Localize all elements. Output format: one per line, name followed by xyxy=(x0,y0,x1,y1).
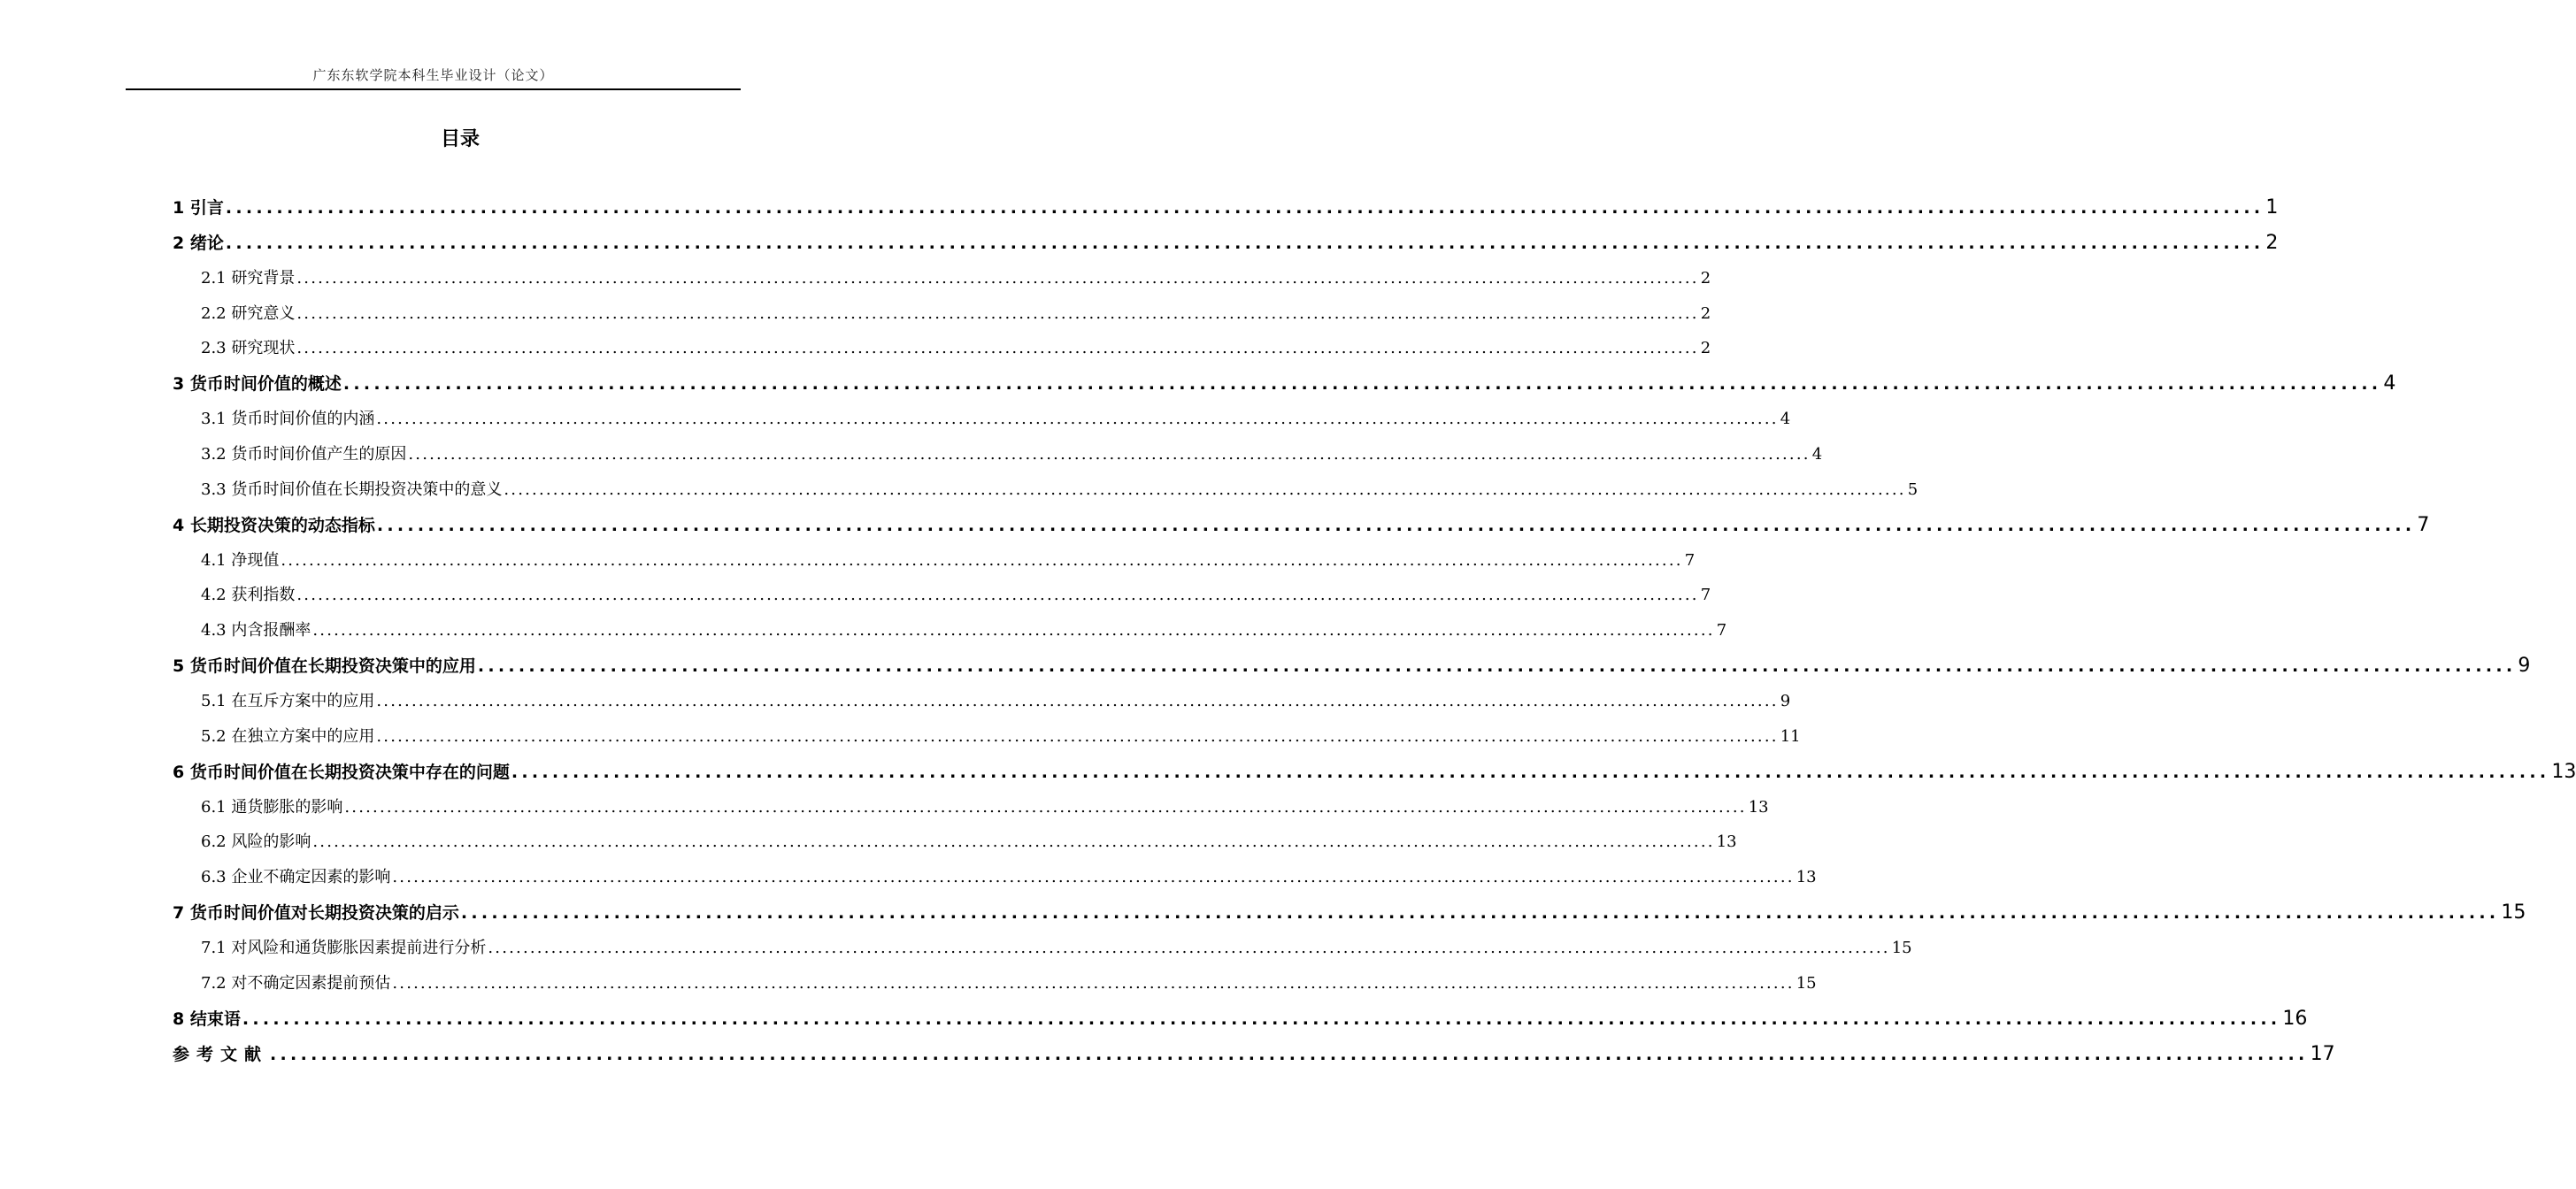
toc-entry-label: 3.1 货币时间价值的内涵 xyxy=(201,410,375,429)
toc-entry-label: 8 结束语 xyxy=(173,1009,241,1029)
toc-entry[interactable] xyxy=(173,618,1727,653)
toc-entry[interactable] xyxy=(173,829,1737,864)
toc-entry-page: 9 xyxy=(1780,692,1791,711)
toc-entry-page: 5 xyxy=(1907,479,1919,499)
toc-entry-page: 13 xyxy=(1716,832,1737,852)
toc-entry-page: 7 xyxy=(1684,550,1696,570)
toc-entry-label: 2.1 研究背景 xyxy=(201,268,296,288)
toc-leader-dots: ........................................................................................................................................................................................................ xyxy=(296,268,1699,288)
toc-leader-dots: ........................................................................................................................................................................................................ xyxy=(225,198,2265,218)
toc-entry-page: 4 xyxy=(2383,372,2396,395)
toc-leader-dots: ........................................................................................................................................................................................................ xyxy=(376,692,1779,711)
toc-entry-label: 4.3 内含报酬率 xyxy=(201,621,311,641)
toc-leader-dots: ........................................................................................................................................................................................................ xyxy=(504,479,1906,499)
toc-entry-label: 7.2 对不确定因素提前预估 xyxy=(201,973,391,993)
toc-entry[interactable] xyxy=(173,548,1696,583)
toc-entry-label: 2.3 研究现状 xyxy=(201,339,296,358)
toc-entry-page: 2 xyxy=(1700,339,1711,358)
toc-title: 目录 xyxy=(440,128,480,150)
toc-entry-label: 4.1 净现值 xyxy=(201,550,280,570)
toc-entry[interactable] xyxy=(173,1006,2308,1041)
toc-entry-label: 7 货币时间价值对长期投资决策的启示 xyxy=(173,903,459,924)
toc-entry[interactable] xyxy=(173,335,1711,371)
toc-entry[interactable] xyxy=(173,724,1801,759)
toc-entry-page: 4 xyxy=(1780,410,1791,429)
toc-leader-dots: ........................................................................................................................................................................................................ xyxy=(511,762,2550,782)
toc-entry[interactable] xyxy=(173,230,2279,265)
toc-entry-label: 3.3 货币时间价值在长期投资决策中的意义 xyxy=(201,479,503,499)
toc-entry-label: 6 货币时间价值在长期投资决策中存在的问题 xyxy=(173,762,510,782)
toc-entry-label: 参考文献 xyxy=(173,1044,269,1064)
toc-leader-dots: ........................................................................................................................................................................................................ xyxy=(342,374,2382,395)
toc-entry-page: 7 xyxy=(1716,621,1727,641)
toc-leader-dots: ........................................................................................................................................................................................................ xyxy=(488,939,1890,958)
toc-leader-dots: ........................................................................................................................................................................................................ xyxy=(242,1009,2281,1029)
toc-leader-dots: ........................................................................................................................................................................................................ xyxy=(281,550,1683,570)
toc-entry-page: 15 xyxy=(1796,973,1817,993)
toc-leader-dots: ........................................................................................................................................................................................................ xyxy=(270,1044,2309,1064)
toc-entry[interactable] xyxy=(173,970,1817,1006)
toc-entry-page: 2 xyxy=(2265,231,2279,254)
toc-entry-label: 1 引言 xyxy=(173,198,224,218)
toc-entry[interactable] xyxy=(173,935,1912,970)
toc-entry-page: 2 xyxy=(1700,268,1711,288)
toc-entry-label: 3 货币时间价值的概述 xyxy=(173,374,342,395)
toc-leader-dots: ........................................................................................................................................................................................................ xyxy=(296,586,1699,605)
toc-leader-dots: ........................................................................................................................................................................................................ xyxy=(376,726,1779,746)
toc-entry-label: 6.3 企业不确定因素的影响 xyxy=(201,868,391,887)
table-of-contents xyxy=(173,195,2576,1076)
toc-leader-dots: ........................................................................................................................................................................................................ xyxy=(392,868,1795,887)
toc-entry-label: 4 长期投资决策的动态指标 xyxy=(173,515,375,535)
toc-entry-page: 2 xyxy=(1700,303,1711,323)
toc-entry-label: 6.1 通货膨胀的影响 xyxy=(201,797,343,817)
toc-entry-label: 5.1 在互斥方案中的应用 xyxy=(201,692,375,711)
toc-entry[interactable] xyxy=(173,477,1919,512)
toc-entry[interactable] xyxy=(173,265,1711,301)
toc-entry[interactable] xyxy=(173,1041,2335,1077)
toc-leader-dots: ........................................................................................................................................................................................................ xyxy=(460,903,2500,924)
toc-leader-dots: ........................................................................................................................................................................................................ xyxy=(477,656,2517,677)
toc-entry-page: 13 xyxy=(2551,760,2576,783)
toc-entry-page: 7 xyxy=(2417,513,2430,536)
toc-entry-page: 13 xyxy=(1748,797,1769,817)
toc-leader-dots: ........................................................................................................................................................................................................ xyxy=(376,410,1779,429)
toc-entry-page: 17 xyxy=(2310,1042,2335,1065)
toc-entry-page: 11 xyxy=(1780,726,1801,746)
toc-entry[interactable] xyxy=(173,512,2430,548)
toc-entry-page: 15 xyxy=(2501,901,2526,924)
toc-entry[interactable] xyxy=(173,301,1711,336)
toc-entry-page: 7 xyxy=(1700,586,1711,605)
toc-entry[interactable] xyxy=(173,864,1817,900)
toc-leader-dots: ........................................................................................................................................................................................................ xyxy=(408,445,1811,464)
page-header: 广东东软学院本科生毕业设计（论文） xyxy=(312,67,554,83)
toc-entry[interactable] xyxy=(173,406,1791,441)
toc-entry-label: 4.2 获利指数 xyxy=(201,586,296,605)
toc-entry[interactable] xyxy=(173,688,1791,724)
toc-entry-page: 16 xyxy=(2282,1007,2308,1030)
toc-entry-label: 5.2 在独立方案中的应用 xyxy=(201,726,375,746)
toc-entry[interactable] xyxy=(173,900,2526,935)
toc-entry-label: 2 绪论 xyxy=(173,233,224,253)
toc-leader-dots: ........................................................................................................................................................................................................ xyxy=(312,832,1715,852)
toc-entry[interactable] xyxy=(173,441,1823,477)
toc-entry-label: 6.2 风险的影响 xyxy=(201,832,311,852)
toc-entry[interactable] xyxy=(173,653,2531,688)
toc-entry-page: 4 xyxy=(1811,445,1823,464)
toc-leader-dots: ........................................................................................................................................................................................................ xyxy=(376,515,2416,535)
toc-leader-dots: ........................................................................................................................................................................................................ xyxy=(344,797,1747,817)
toc-entry[interactable] xyxy=(173,371,2396,406)
toc-entry-label: 3.2 货币时间价值产生的原因 xyxy=(201,445,407,464)
toc-entry-page: 15 xyxy=(1891,939,1912,958)
toc-entry-page: 9 xyxy=(2518,655,2531,678)
toc-leader-dots: ........................................................................................................................................................................................................ xyxy=(225,233,2265,253)
toc-entry[interactable] xyxy=(173,195,2279,230)
toc-entry[interactable] xyxy=(173,759,2576,794)
toc-leader-dots: ........................................................................................................................................................................................................ xyxy=(392,973,1795,993)
toc-entry[interactable] xyxy=(173,794,1769,830)
toc-entry-label: 5 货币时间价值在长期投资决策中的应用 xyxy=(173,656,476,677)
toc-leader-dots: ........................................................................................................................................................................................................ xyxy=(312,621,1715,641)
toc-leader-dots: ........................................................................................................................................................................................................ xyxy=(296,303,1699,323)
header-rule xyxy=(126,88,741,90)
toc-entry[interactable] xyxy=(173,582,1711,618)
toc-entry-page: 13 xyxy=(1796,868,1817,887)
toc-entry-label: 7.1 对风险和通货膨胀因素提前进行分析 xyxy=(201,939,487,958)
toc-entry-label: 2.2 研究意义 xyxy=(201,303,296,323)
toc-leader-dots: ........................................................................................................................................................................................................ xyxy=(296,339,1699,358)
toc-entry-page: 1 xyxy=(2265,196,2279,219)
